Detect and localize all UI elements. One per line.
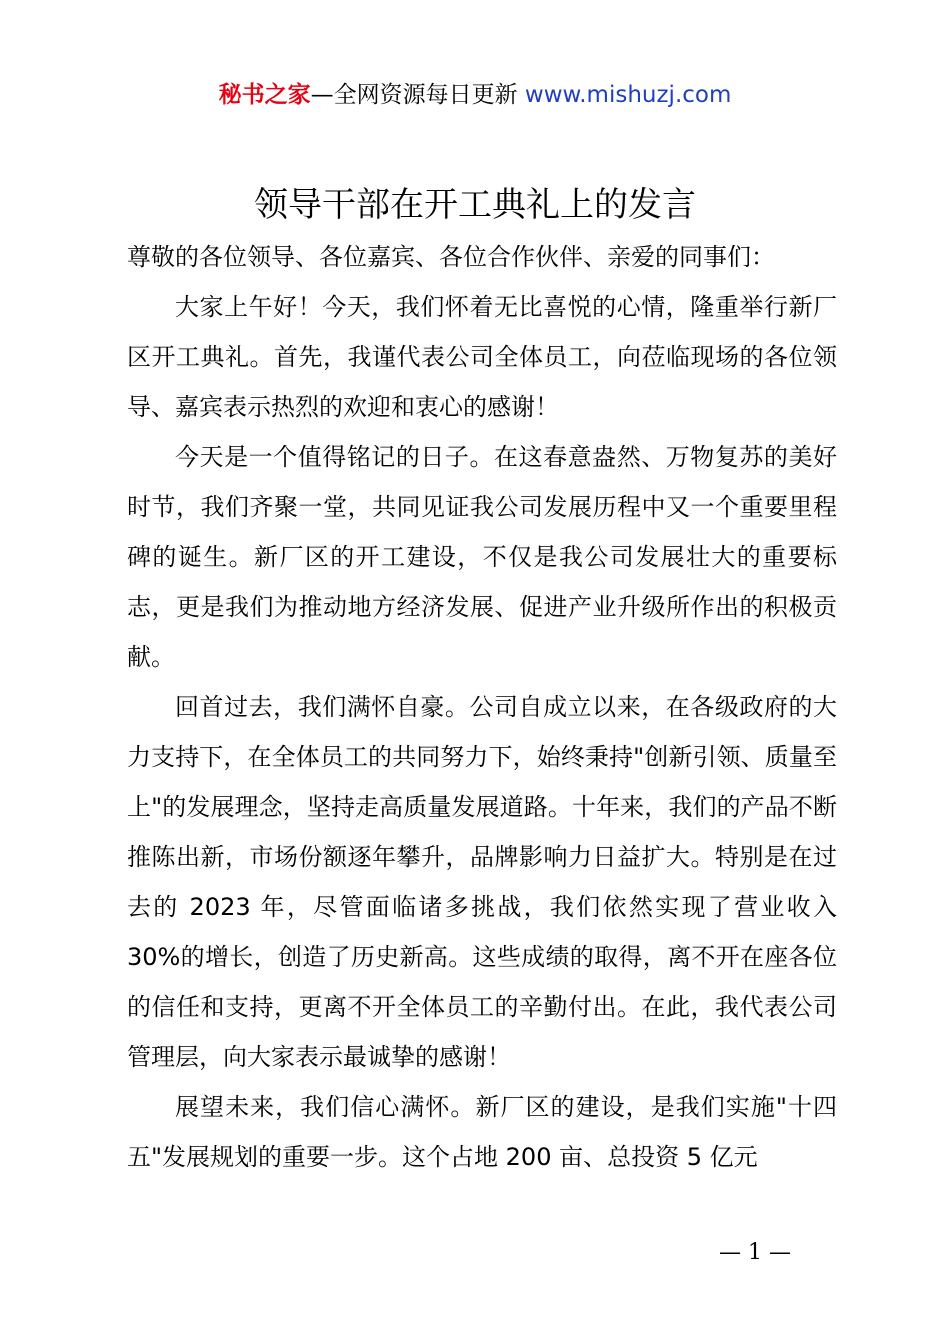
brand-name: 秘书之家 [218, 82, 311, 108]
header-tagline: —全网资源每日更新 [310, 82, 518, 108]
site-url-link[interactable]: www.mishuzj.com [524, 82, 732, 108]
site-header [0, 79, 950, 111]
body-paragraph-1: 大家上午好！今天，我们怀着无比喜悦的心情，隆重举行新厂区开工典礼。首先，我谨代表公司全体员工，向莅临现场的各位领导、嘉宾表示热烈的欢迎和衷心的感谢！ [127, 293, 837, 421]
body-paragraph-2: 今天是一个值得铭记的日子。在这春意盎然、万物复苏的美好时节，我们齐聚一堂，共同见证我公司发展历程中又一个重要里程碑的诞生。新厂区的开工建设，不仅是我公司发展壮大的重要标志，更是我们为推动地方经济发展、促进产业升级所作出的积极贡献。 [127, 443, 837, 671]
body-paragraph-3: 回首过去，我们满怀自豪。公司自成立以来，在各级政府的大力支持下，在全体员工的共同努力下，始终秉持"创新引领、质量至上"的发展理念，坚持走高质量发展道路。十年来，我们的产品不断推陈出新，市场份额逐年攀升，品牌影响力日益扩大。特别是在过去的 2023 年，尽管面临诸多挑战，我们依然实现了营业收入 30%的增长，创造了历史新高。这些成绩的取得，离不开在座各位的信任和支持，更离不开全体员工的辛勤付出。在此，我代表公司管理层，向大家表示最诚挚的感谢！ [127, 693, 837, 1071]
page-number: — 1 — [719, 1240, 791, 1265]
document-title: 领导干部在开工典礼上的发言 [254, 185, 696, 225]
document-body [127, 232, 837, 1182]
salutation: 尊敬的各位领导、各位嘉宾、各位合作伙伴、亲爱的同事们： [127, 243, 775, 271]
body-paragraph-4: 展望未来，我们信心满怀。新厂区的建设，是我们实施"十四五"发展规划的重要一步。这个占地 200 亩、总投资 5 亿元 [127, 1093, 837, 1171]
